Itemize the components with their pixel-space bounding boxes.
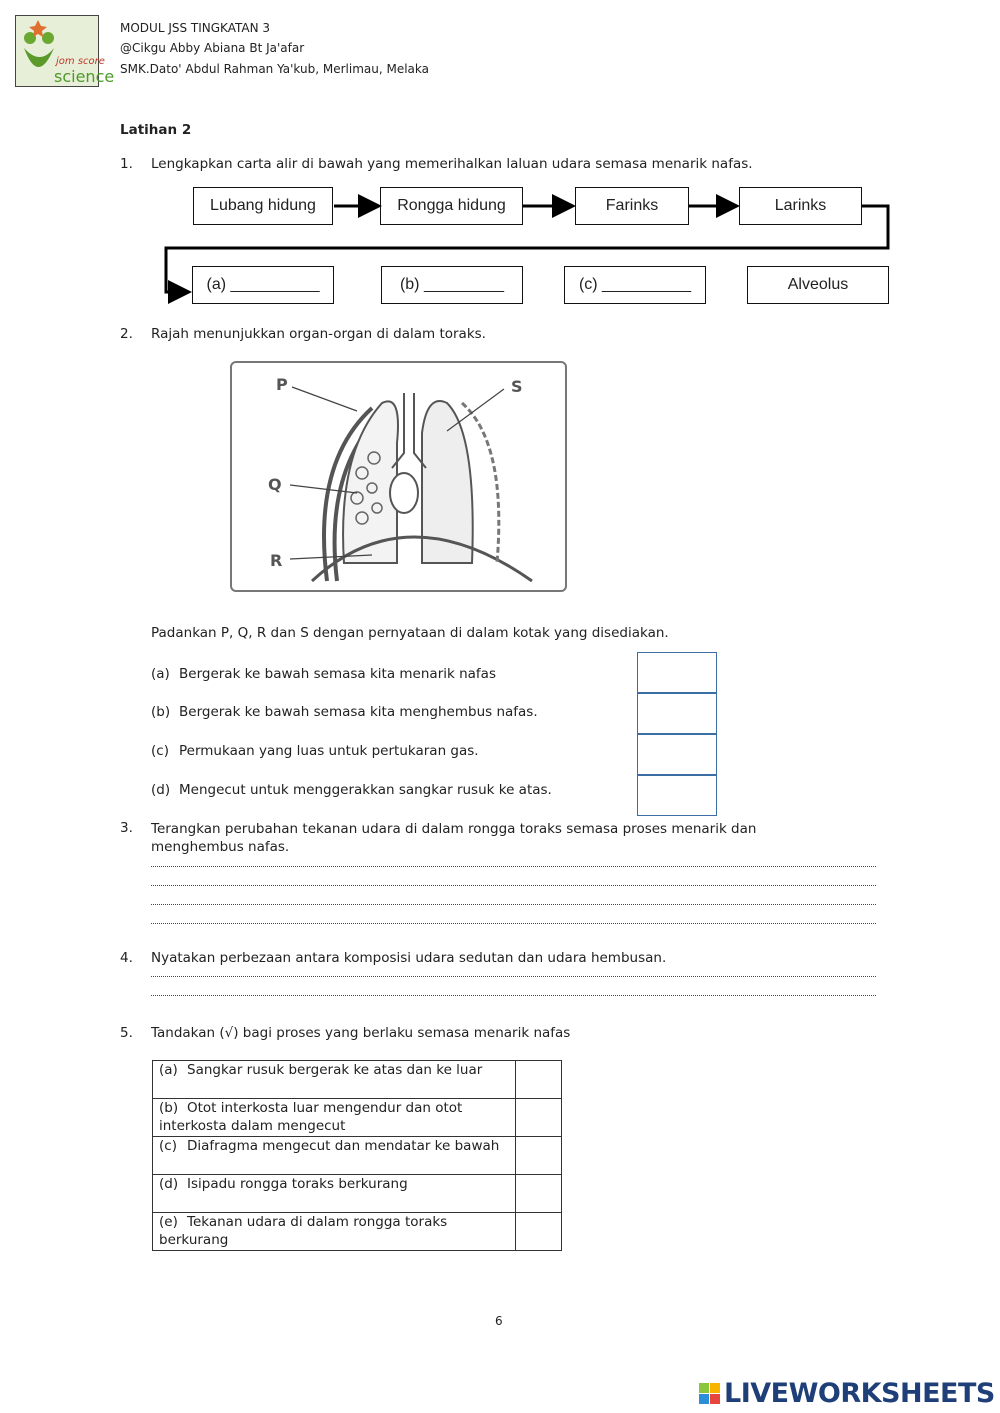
liveworksheets-logo-icon [699, 1383, 721, 1405]
module-title: MODUL JSS TINGKATAN 3 [120, 21, 271, 35]
item-label: (b) [151, 704, 171, 720]
item-text: Bergerak ke bawah semasa kita menarik nafas [179, 666, 496, 682]
liveworksheets-brand: LIVEWORKSHEETS [724, 1378, 995, 1409]
flow-box-lubang-hidung: Lubang hidung [193, 187, 333, 225]
row-label: (c) [159, 1138, 177, 1154]
svg-text:science: science [54, 67, 115, 86]
label-r: R [270, 551, 283, 570]
answer-box-b[interactable] [637, 693, 717, 734]
row-label: (b) [159, 1100, 179, 1116]
row-label: (d) [159, 1176, 179, 1192]
flow-box-larinks: Larinks [739, 187, 862, 225]
tick-cell[interactable] [516, 1099, 562, 1137]
answer-box-c[interactable] [637, 734, 717, 775]
flow-blank-c[interactable]: (c) __________ [564, 266, 706, 304]
answer-line[interactable] [151, 995, 876, 996]
answer-line[interactable] [151, 923, 876, 924]
flow-box-alveolus: Alveolus [747, 266, 889, 304]
thorax-diagram [230, 361, 567, 592]
answer-line[interactable] [151, 976, 876, 977]
q2-text: Rajah menunjukkan organ-organ di dalam toraks. [151, 326, 486, 342]
school: SMK.Dato' Abdul Rahman Ya'kub, Merlimau, Melaka [120, 62, 429, 76]
q2-instruction: Padankan P, Q, R dan S dengan pernyataan di dalam kotak yang disediakan. [151, 625, 669, 641]
row-text: Tekanan udara di dalam rongga toraks berkurang [159, 1214, 448, 1248]
q2-item-a [151, 666, 496, 682]
flow-box-farinks: Farinks [575, 187, 689, 225]
item-text: Bergerak ke bawah semasa kita menghembus nafas. [179, 704, 538, 720]
statement-cell [153, 1137, 516, 1175]
answer-line[interactable] [151, 904, 876, 905]
row-text: Sangkar rusuk bergerak ke atas dan ke luar [187, 1062, 483, 1078]
answer-box-d[interactable] [637, 775, 717, 816]
statement-cell [153, 1213, 516, 1251]
q2-item-b [151, 704, 538, 720]
statement-cell [153, 1061, 516, 1099]
tick-cell[interactable] [516, 1061, 562, 1099]
answer-line[interactable] [151, 885, 876, 886]
label-p: P [276, 375, 288, 394]
statement-cell [153, 1175, 516, 1213]
flow-blank-a[interactable]: (a) __________ [192, 266, 334, 304]
item-label: (c) [151, 743, 169, 759]
q4-number: 4. [120, 950, 133, 966]
answer-box-a[interactable] [637, 652, 717, 693]
svg-text:jom score: jom score [56, 56, 105, 67]
answer-line[interactable] [151, 866, 876, 867]
q2-item-d [151, 782, 552, 798]
q3-number: 3. [120, 820, 133, 836]
tick-cell[interactable] [516, 1137, 562, 1175]
item-text: Permukaan yang luas untuk pertukaran gas. [179, 743, 479, 759]
q4-text: Nyatakan perbezaan antara komposisi udara sedutan dan udara hembusan. [151, 950, 667, 966]
row-text: Isipadu rongga toraks berkurang [187, 1176, 408, 1192]
page-number: 6 [495, 1314, 503, 1328]
q2-number: 2. [120, 326, 133, 342]
statement-cell [153, 1099, 516, 1137]
q5-number: 5. [120, 1025, 133, 1041]
row-text: Otot interkosta luar mengendur dan otot interkosta dalam mengecut [159, 1100, 463, 1134]
q2-item-c [151, 743, 479, 759]
label-s: S [511, 377, 523, 396]
flow-box-rongga-hidung: Rongga hidung [380, 187, 523, 225]
table-row [153, 1213, 562, 1251]
author: @Cikgu Abby Abiana Bt Ja'afar [120, 41, 305, 55]
tick-cell[interactable] [516, 1213, 562, 1251]
flow-blank-b[interactable]: (b) _________ [381, 266, 523, 304]
label-q: Q [268, 475, 282, 494]
tick-table [152, 1060, 562, 1251]
row-text: Diafragma mengecut dan mendatar ke bawah [187, 1138, 500, 1154]
item-label: (d) [151, 782, 171, 798]
q1-number: 1. [120, 156, 133, 172]
q1-text: Lengkapkan carta alir di bawah yang memerihalkan laluan udara semasa menarik nafas. [151, 156, 753, 172]
table-row [153, 1137, 562, 1175]
table-row [153, 1061, 562, 1099]
table-row [153, 1175, 562, 1213]
tick-cell[interactable] [516, 1175, 562, 1213]
item-text: Mengecut untuk menggerakkan sangkar rusuk ke atas. [179, 782, 552, 798]
row-label: (e) [159, 1214, 178, 1230]
section-title: Latihan 2 [120, 122, 192, 138]
item-label: (a) [151, 666, 170, 682]
q5-text: Tandakan (√) bagi proses yang berlaku semasa menarik nafas [151, 1025, 571, 1041]
row-label: (a) [159, 1062, 178, 1078]
table-row [153, 1099, 562, 1137]
q3-text: Terangkan perubahan tekanan udara di dalam rongga toraks semasa proses menarik dan menghembus nafas. [151, 821, 757, 855]
